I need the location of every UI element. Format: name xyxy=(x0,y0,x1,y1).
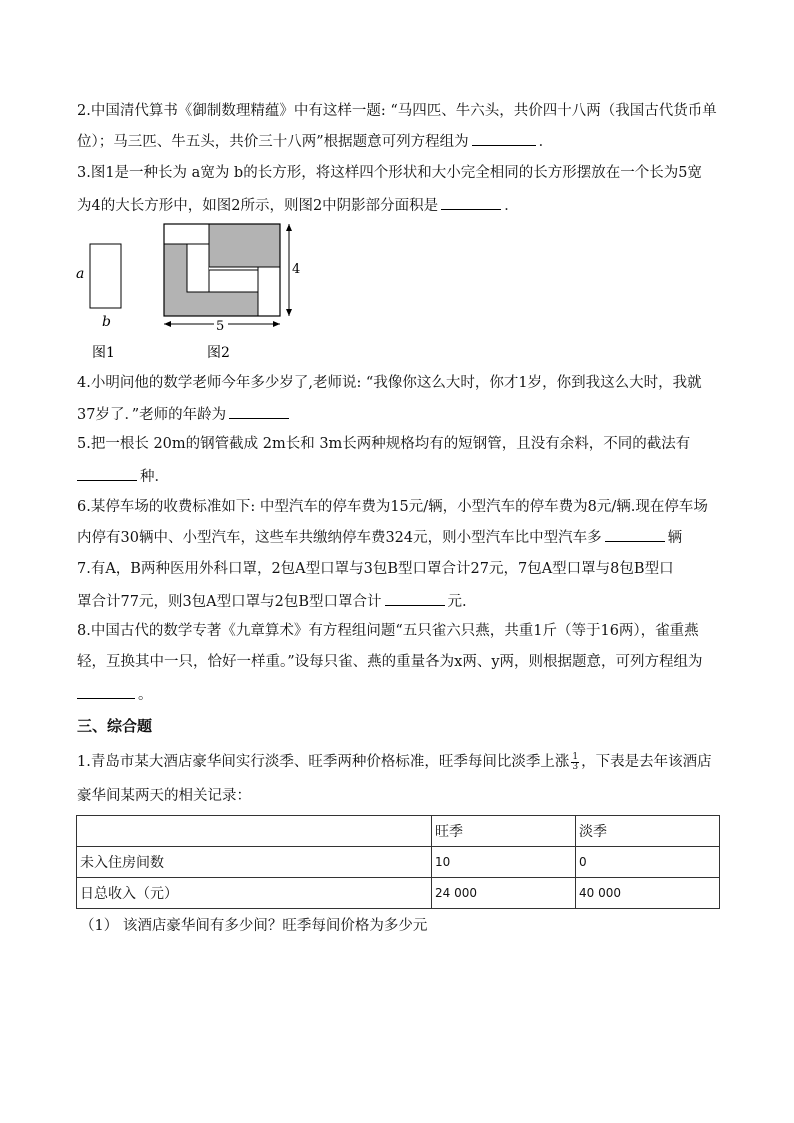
q4-line2-text: 37岁了．”老师的年龄为 xyxy=(77,407,227,423)
p1-line1 xyxy=(77,752,712,772)
q2-line2 xyxy=(77,131,553,152)
q5-line2 xyxy=(77,466,169,487)
figure1-rectangle xyxy=(90,244,121,308)
small-rectangle-left xyxy=(187,244,209,292)
table-cell: 未入住房间数 xyxy=(77,847,432,878)
table-row xyxy=(77,878,720,909)
section-title: 三、综合题 xyxy=(77,717,153,735)
shaded-top-region xyxy=(209,224,280,267)
small-rectangle-middle xyxy=(209,270,258,292)
caption-figure1: 图1 xyxy=(92,345,115,361)
q8-line3-end: 。 xyxy=(138,687,153,703)
q8-line3 xyxy=(77,684,153,705)
q2-line2-end: ． xyxy=(538,134,554,150)
rectangle-figures xyxy=(70,220,310,365)
q8-line2: 轻，互换其中一只，恰好一样重。”设每只雀、燕的重量各为x两、y两，则根据题意，可列方程组为 xyxy=(77,654,703,670)
q6-line2-end: 辆 xyxy=(667,530,683,546)
p1-line1-text: 1.青岛市某大酒店豪华间实行淡季、旺季两种价格标准，旺季每间比淡季上涨 xyxy=(77,754,570,770)
q3-line2-text: 为4的大长方形中，如图2所示，则图2中阴影部分面积是 xyxy=(77,198,439,214)
q6-line1: 6.某停车场的收费标准如下: 中型汽车的停车费为15元/辆，小型汽车的停车费为8元/辆.现在停车场 xyxy=(77,499,708,515)
p1-line2: 豪华间某两天的相关记录： xyxy=(77,788,251,804)
q3-line2 xyxy=(77,195,519,216)
small-rectangle-right xyxy=(258,267,280,316)
table-cell: 0 xyxy=(576,847,720,878)
small-rectangle-top xyxy=(164,224,209,244)
q4-line1: 4.小明问他的数学老师今年多少岁了,老师说: “我像你这么大时，你才1岁，你到我这么大时，我就 xyxy=(77,375,702,391)
record-table xyxy=(76,815,720,909)
q7-line2 xyxy=(77,591,467,612)
q2-line1: 2.中国清代算书《御制数理精蕴》中有这样一题: “马四匹、牛六头，共价四十八两（我国古代货币单 xyxy=(77,103,717,119)
table-cell: 10 xyxy=(432,847,576,878)
answer-blank[interactable] xyxy=(77,466,137,481)
answer-blank[interactable] xyxy=(441,195,501,210)
q2-line2-text: 位）；马三匹、牛五头，共价三十八两”根据题意可列方程组为 xyxy=(77,134,469,150)
label-b: b xyxy=(102,314,111,330)
answer-blank[interactable] xyxy=(605,527,665,542)
answer-blank[interactable] xyxy=(77,684,135,699)
q3-line2-end: ． xyxy=(504,198,519,214)
q8-line1: 8.中国古代的数学专著《九章算术》有方程组问题“五只雀六只燕，共重1斤（等于16两），雀重燕 xyxy=(77,623,699,639)
answer-blank[interactable] xyxy=(229,404,289,419)
table-cell: 旺季 xyxy=(432,816,576,847)
p1-sub1: （1） 该酒店豪华间有多少间？旺季每间价格为多少元 xyxy=(80,918,428,934)
table-cell: 淡季 xyxy=(576,816,720,847)
q6-line2-text: 内停有30辆中、小型汽车，这些车共缴纳停车费324元，则小型汽车比中型汽车多 xyxy=(77,530,602,546)
label-height: 4 xyxy=(292,262,301,277)
table-cell: 24 000 xyxy=(432,878,576,909)
table-cell: 40 000 xyxy=(576,878,720,909)
table-row xyxy=(77,847,720,878)
fraction-one-third: $\frac{1}{3}$ xyxy=(572,751,579,772)
table-header-row xyxy=(77,816,720,847)
q7-line2-text: 罩合计77元，则3包A型口罩与2包B型口罩合计 xyxy=(77,594,382,610)
q7-line1: 7.有A，B两种医用外科口罩，2包A型口罩与3包B型口罩合计27元，7包A型口罩与8包B型口 xyxy=(77,561,674,577)
answer-blank[interactable] xyxy=(385,591,445,606)
label-a: a xyxy=(76,266,85,282)
q5-line1: 5.把一根长 20m的钢管截成 2m长和 3m长两种规格均有的短钢管，且没有余料，不同的截法有 xyxy=(77,436,691,452)
q6-line2 xyxy=(77,527,682,548)
table-cell: 日总收入（元） xyxy=(77,878,432,909)
caption-figure2: 图2 xyxy=(207,345,230,361)
p1-line1-end: ，下表是去年该酒店 xyxy=(581,754,712,770)
answer-blank[interactable] xyxy=(472,131,536,146)
q4-line2 xyxy=(77,404,292,425)
table-cell xyxy=(77,816,432,847)
figure2 xyxy=(164,224,280,316)
q5-line2-text: 种． xyxy=(140,469,169,485)
q3-line1: 3.图1是一种长为 a宽为 b的长方形，将这样四个形状和大小完全相同的长方形摆放在一个长为5宽 xyxy=(77,165,702,181)
q7-line2-end: 元. xyxy=(447,594,467,610)
label-width: 5 xyxy=(216,319,225,334)
